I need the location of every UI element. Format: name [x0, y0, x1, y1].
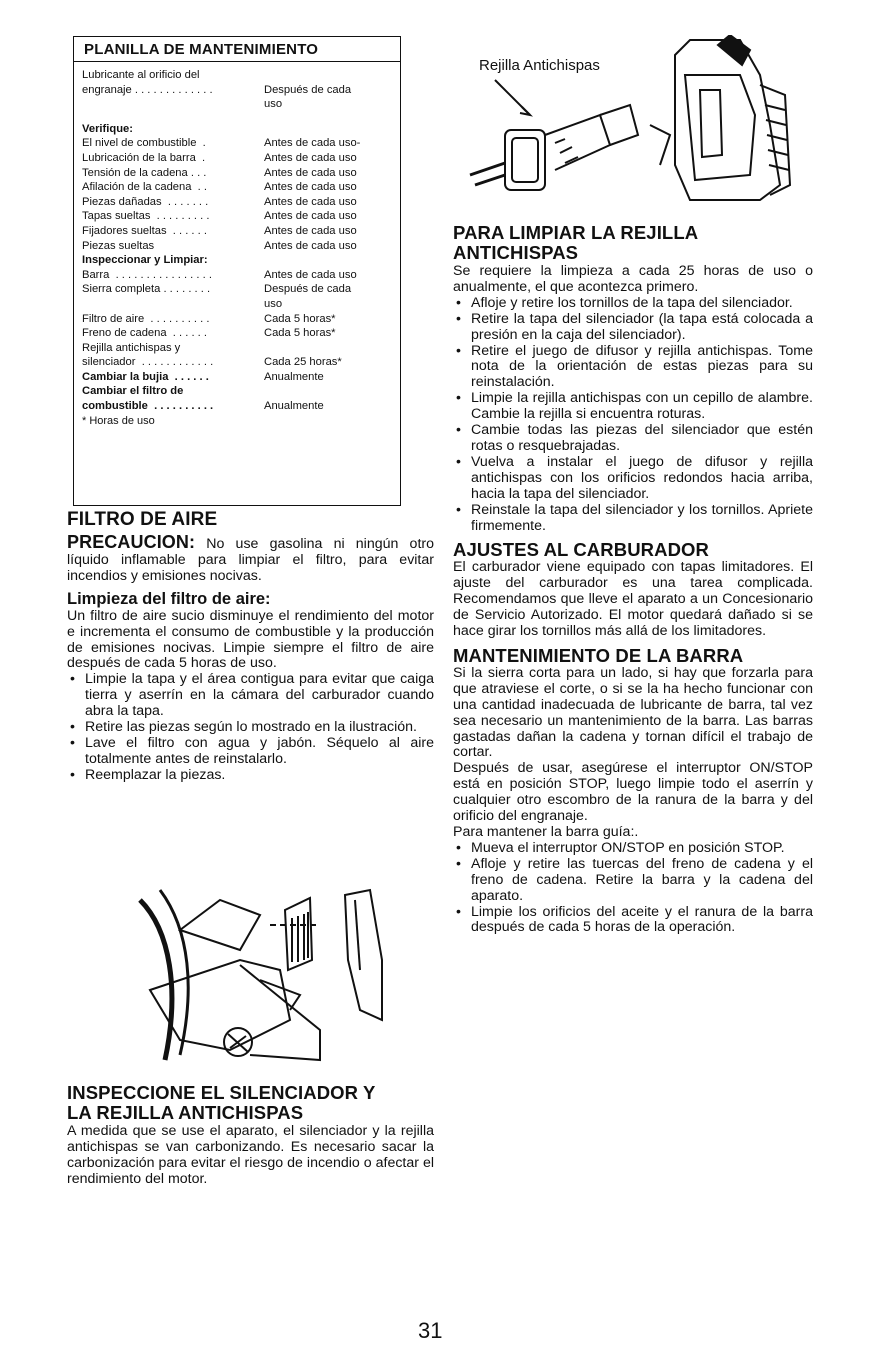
- list-item: • Retire las piezas según lo mostrado en la ilustración.: [67, 720, 434, 736]
- table-row: [82, 209, 394, 224]
- limpiar-text: Se requiere la limpieza a cada 25 horas de uso o anualmente, el que acontezca primero.: [453, 263, 813, 295]
- table-cell-label: [82, 97, 264, 112]
- maintenance-table-title: PLANILLA DE MANTENIMIENTO: [74, 37, 400, 62]
- table-row: [82, 136, 394, 151]
- list-item: • Afloje y retire las tuercas del freno de cadena y el freno de cadena. Retire la barra y la cadena del aparato.: [453, 857, 813, 905]
- list-item: • Reinstale la tapa del silenciador y los tornillos. Apriete firmemente.: [453, 503, 813, 535]
- figure-label-rejilla: Rejilla Antichispas: [479, 57, 600, 74]
- table-row: [82, 370, 394, 385]
- table-row: [82, 384, 394, 399]
- table-cell-label: Sierra completa . . . . . . . .: [82, 283, 211, 296]
- list-item: • Lave el filtro con agua y jabón. Séquelo al aire totalmente antes de reinstalarlo.: [67, 736, 434, 768]
- table-cell-value: Antes de cada uso: [264, 224, 357, 237]
- table-cell-label: Cambiar la bujia . . . . . .: [82, 370, 209, 383]
- table-cell-label: Lubricante al orificio del: [82, 69, 200, 81]
- table-row: [82, 355, 394, 370]
- table-row: [82, 282, 394, 297]
- inspeccione-text: A medida que se use el aparato, el silenciador y la rejilla antichispas se van carbonizando. Es necesario sacar la carbonización para evitar el riesgo de incendio o afectar el rendimiento del motor.: [67, 1123, 434, 1187]
- table-cell-value: Cada 25 horas*: [264, 356, 342, 369]
- precaucion-text: No use gasolina ni ningún otro líquido inflamable para limpiar el filtro, para evitar incendios y emisiones nocivas.: [67, 536, 434, 584]
- table-row: [82, 341, 394, 356]
- table-row: [82, 122, 394, 137]
- table-row: [82, 326, 394, 341]
- barra-title: MANTENIMIENTO DE LA BARRA: [453, 644, 744, 666]
- table-cell-value: Anualmente: [264, 370, 324, 383]
- table-row: [82, 224, 394, 239]
- table-cell-label: Tapas sueltas . . . . . . . . .: [82, 210, 210, 223]
- left-column: [67, 510, 434, 784]
- table-cell-label: Tensión de la cadena . . .: [82, 166, 207, 179]
- limpieza-title: Limpieza del filtro de aire:: [67, 589, 271, 608]
- table-row: [82, 268, 394, 283]
- table-cell-value: Antes de cada uso: [264, 181, 357, 194]
- table-cell-value: Después de cada: [264, 283, 352, 296]
- air-filter-illustration: [120, 870, 390, 1070]
- table-cell-value: Cada 5 horas*: [264, 327, 336, 340]
- table-cell-value: [264, 341, 394, 356]
- table-cell-label: Freno de cadena . . . . . .: [82, 327, 207, 340]
- table-row: [82, 239, 394, 254]
- table-footnote: * Horas de uso: [82, 414, 155, 427]
- ajustes-text: El carburador viene equipado con tapas limitadores. El ajuste del carburador es una tarea complicada. Recomendamos que lleve el aparato a un Concesionario de Servicio Autorizado. El motor quedará dañado si se hace girar los tornillos más allá de los limitadores.: [453, 559, 813, 640]
- list-item: • Limpie los orificios del aceite y el ranura de la barra después de cada 5 horas de la operación.: [453, 905, 813, 937]
- spark-arrester-illustration: [460, 35, 800, 215]
- table-cell-value: [183, 384, 394, 399]
- table-cell-label: El nivel de combustible .: [82, 137, 206, 150]
- table-cell-value: Antes de cada uso-: [264, 137, 361, 150]
- table-row: [82, 83, 394, 98]
- table-cell-value: [264, 68, 394, 83]
- table-row: [82, 68, 394, 83]
- list-item: • Vuelva a instalar el juego de difusor y rejilla antichispas con los orificios redondos hacia arriba, hacia la tapa del silenciador.: [453, 455, 813, 503]
- list-item: • Reemplazar la piezas.: [67, 768, 434, 784]
- table-row: [82, 253, 394, 268]
- maintenance-table: [73, 36, 401, 506]
- barra-text-3: Para mantener la barra guía:.: [453, 824, 639, 840]
- table-cell-value: Antes de cada uso: [264, 151, 357, 164]
- inspeccione-section: [67, 1083, 434, 1188]
- table-row: [82, 297, 394, 312]
- table-cell-value: [133, 122, 394, 137]
- table-cell-label: engranaje . . . . . . . . . . . . .: [82, 83, 213, 96]
- right-column: [453, 223, 813, 936]
- table-cell-label: Rejilla antichispas y: [82, 341, 181, 354]
- table-cell-label: Afilación de la cadena . .: [82, 181, 208, 194]
- barra-text-2: Después de usar, asegúrese el interruptor ON/STOP está en posición STOP, luego limpie todo el aserrín y cualquier otro escombro de la ranura de la barra y del orificio del engranaje.: [453, 760, 813, 825]
- table-row: [82, 312, 394, 327]
- table-cell-label: Piezas sueltas: [82, 239, 155, 252]
- table-cell-label: Filtro de aire . . . . . . . . . .: [82, 312, 210, 325]
- table-cell-label: combustible . . . . . . . . . .: [82, 400, 214, 413]
- table-cell-value: Después de cada: [264, 83, 352, 96]
- table-gap: [82, 112, 394, 122]
- barra-bullets: [453, 841, 813, 936]
- precaucion-paragraph: [67, 532, 434, 585]
- table-cell-value: Cada 5 horas*: [264, 312, 336, 325]
- limpieza-text: Un filtro de aire sucio disminuye el rendimiento del motor e incrementa el consumo de combustible y la producción de emisiones nocivas. Limpie siempre el filtro de aire después de cada 5 horas de uso.: [67, 607, 434, 672]
- table-cell-label: Barra . . . . . . . . . . . . . . . .: [82, 268, 212, 281]
- list-item: • Cambie todas las piezas del silenciador que estén rotas o resquebrajadas.: [453, 423, 813, 455]
- table-cell-value: Antes de cada uso: [264, 268, 357, 281]
- list-item: • Limpie la tapa y el área contigua para evitar que caiga tierra y aserrín en la cámara del carburador cuando abra la tapa.: [67, 672, 434, 720]
- list-item: • Retire el juego de difusor y rejilla antichispas. Tome nota de la orientación de estas piezas para su reinstalación.: [453, 344, 813, 392]
- table-row: [82, 97, 394, 112]
- limpiar-title-line1: PARA LIMPIAR LA REJILLA: [453, 222, 699, 243]
- limpiar-title-line2: ANTICHISPAS: [453, 242, 579, 263]
- table-cell-label: Inspeccionar y Limpiar:: [82, 254, 208, 267]
- table-row: [82, 399, 394, 414]
- limpieza-bullets: [67, 672, 434, 783]
- table-cell-value: Anualmente: [264, 400, 324, 413]
- table-cell-value: Antes de cada uso: [264, 239, 357, 252]
- table-cell-label: [82, 297, 264, 312]
- table-cell-value: Antes de cada uso: [264, 210, 357, 223]
- page-number: 31: [418, 1318, 443, 1343]
- table-cell-label: Lubricación de la barra .: [82, 151, 206, 164]
- inspeccione-title-line2: LA REJILLA ANTICHISPAS: [67, 1102, 304, 1123]
- list-item: • Retire la tapa del silenciador (la tapa está colocada a presión en la caja del silenciador).: [453, 312, 813, 344]
- table-cell-label: Cambiar el filtro de: [82, 385, 184, 398]
- table-row: [82, 151, 394, 166]
- precaucion-label: PRECAUCION:: [67, 532, 196, 552]
- table-cell-value: Antes de cada uso: [264, 195, 357, 208]
- limpiar-bullets: [453, 296, 813, 535]
- list-item: • Limpie la rejilla antichispas con un cepillo de alambre. Cambie la rejilla si encuentra roturas.: [453, 391, 813, 423]
- maintenance-table-body: [74, 62, 400, 428]
- ajustes-title: AJUSTES AL CARBURADOR: [453, 539, 709, 561]
- table-row: [82, 180, 394, 195]
- table-cell-label: Fijadores sueltas . . . . . .: [82, 224, 207, 237]
- barra-text-1: Si la sierra corta para un lado, si hay que forzarla para que atraviese el corte, o si se la ha hecho funcionar con una cantidad inadecuada de lubricante de barra, tal vez sea necesario un mantenimiento de la barra. Las barras gastadas dañan la cadena y tornan difícil el trabajo de cortar.: [453, 664, 813, 761]
- table-row: [82, 195, 394, 210]
- list-item: • Afloje y retire los tornillos de la tapa del silenciador.: [453, 296, 813, 312]
- table-cell-label: silenciador . . . . . . . . . . . .: [82, 356, 214, 369]
- filtro-title: FILTRO DE AIRE: [67, 509, 218, 530]
- list-item: • Mueva el interruptor ON/STOP en posición STOP.: [453, 841, 813, 857]
- table-cell-value: uso: [264, 98, 283, 111]
- inspeccione-title-line1: INSPECCIONE EL SILENCIADOR Y: [67, 1082, 376, 1103]
- table-cell-label: Verifique:: [82, 122, 133, 135]
- table-cell-value: Antes de cada uso: [264, 166, 357, 179]
- table-cell-label: Piezas dañadas . . . . . . .: [82, 195, 209, 208]
- table-cell-value: [208, 253, 394, 268]
- table-cell-value: uso: [264, 297, 283, 310]
- table-row: [82, 166, 394, 181]
